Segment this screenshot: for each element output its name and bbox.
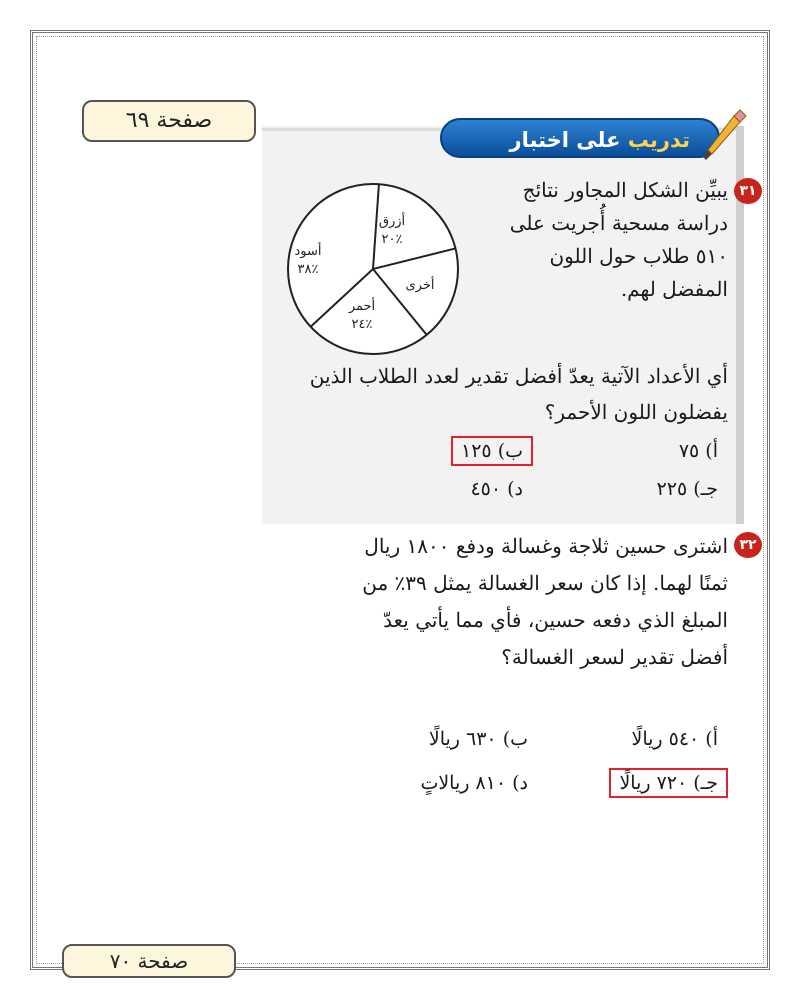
choice-letter: د): [507, 478, 523, 500]
question-32-choices: [348, 728, 728, 808]
question-31-prompt: أي الأعداد الآتية يعدّ أفضل تقدير لعدد الطلاب الذين يفضلون اللون الأحمر؟: [309, 364, 728, 424]
color-preference-pie-chart: [270, 182, 470, 362]
q32-choice-b[interactable]: [429, 728, 528, 750]
choice-letter: أ): [705, 728, 718, 750]
question-31-choices: [398, 440, 728, 510]
q31-choice-a[interactable]: [679, 440, 718, 462]
choice-value: ٧٥: [678, 440, 700, 462]
choice-letter: د): [512, 772, 528, 794]
pie-label-red: أحمر: [348, 299, 376, 314]
choice-value: ٨١٠ ريالاتٍ: [420, 772, 507, 794]
choice-value: ٢٢٥: [656, 478, 688, 500]
question-number-32: ٣٢: [734, 532, 762, 558]
pie-percent-red: ٢٤٪: [351, 317, 373, 332]
question-number-31: ٣١: [734, 178, 762, 204]
question-32: [348, 528, 757, 676]
q32-choice-a[interactable]: [631, 728, 718, 750]
pie-label-other: أخرى: [405, 278, 435, 293]
question-32-stem: اشترى حسين ثلاجة وغسالة ودفع ١٨٠٠ ريال ثمنًا لهما. إذا كان سعر الغسالة يمثل ٣٩٪ من المبلغ الذي دفعه حسين، فأي مما يأتي يعدّ أفضل تقدير لسعر الغسالة؟: [362, 534, 728, 669]
pie-percent-black: ٣٨٪: [297, 262, 319, 277]
page-label-top: صفحة ٦٩: [82, 100, 256, 142]
pie-label-blue: أزرق: [378, 214, 406, 229]
q31-choice-c[interactable]: [657, 478, 718, 500]
choice-value: ٦٣٠ ريالًا: [428, 728, 497, 750]
choice-value: ١٢٥: [461, 440, 492, 462]
pie-label-black: أسود: [294, 244, 322, 259]
q32-choice-d[interactable]: [420, 772, 528, 794]
question-31: [508, 174, 757, 306]
choice-letter: جـ): [693, 478, 718, 500]
banner-rest-text: على اختبار: [509, 128, 628, 152]
banner-accent-text: تدريب: [627, 128, 690, 152]
q31-choice-b-selected[interactable]: [451, 436, 533, 466]
page-label-bottom: صفحة ٧٠: [62, 944, 236, 978]
choice-value: ٤٥٠: [470, 478, 502, 500]
q31-choice-d[interactable]: [470, 478, 523, 500]
choice-letter: ب): [497, 440, 523, 462]
choice-value: ٥٤٠ ريالًا: [631, 728, 700, 750]
choice-letter: أ): [705, 440, 718, 462]
test-practice-banner: [440, 118, 720, 158]
pie-percent-blue: ٢٠٪: [381, 232, 403, 247]
choice-value: ٧٢٠ ريالًا: [619, 772, 688, 794]
q32-choice-c-selected[interactable]: [609, 768, 728, 798]
choice-letter: ب): [502, 728, 528, 750]
choice-letter: جـ): [693, 772, 718, 794]
pencil-icon: [700, 104, 748, 160]
question-31-stem: يبيِّن الشكل المجاور نتائج دراسة مسحية أُجريت على ٥١٠ طلاب حول اللون المفضل لهم.: [509, 178, 728, 301]
